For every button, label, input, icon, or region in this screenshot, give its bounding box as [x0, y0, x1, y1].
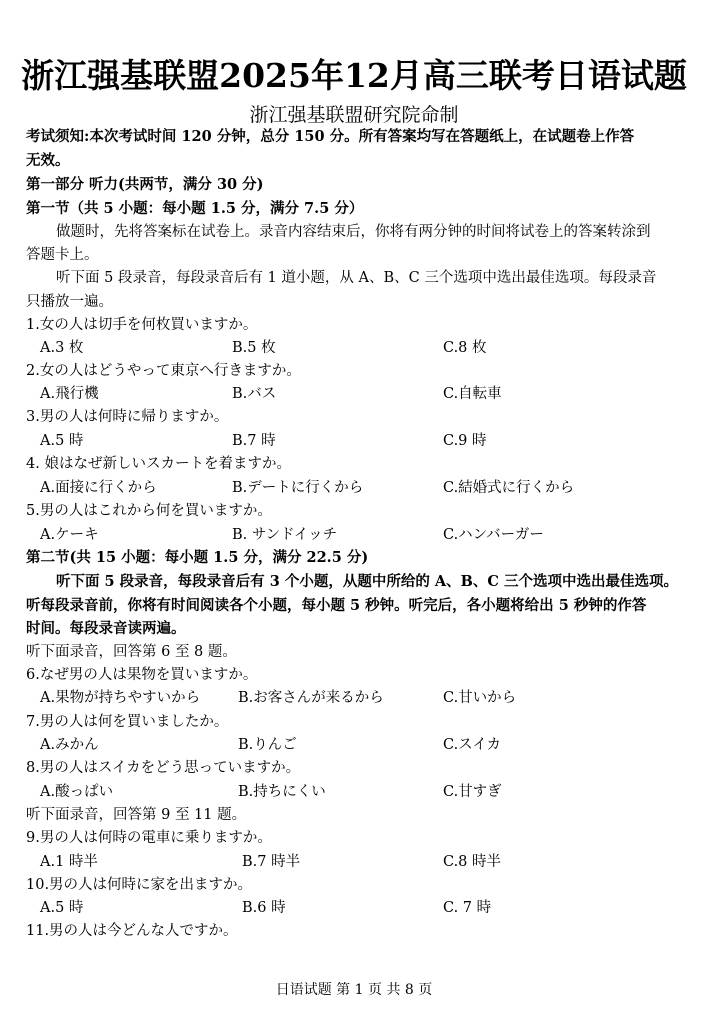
- section1-instruction-2a: 听下面 5 段录音，每段录音后有 1 道小题，从 A、B、C 三个选项中选出最佳选项。每段录音: [56, 270, 657, 286]
- question-4-option-c: C.結婚式に行くから: [443, 480, 575, 496]
- question-11: 11.男の人は今どんな人ですか。: [26, 923, 238, 939]
- question-4-option-b: B.デートに行くから: [232, 480, 364, 496]
- question-3-option-b: B.7 時: [232, 433, 276, 449]
- question-6-option-b: B.お客さんが来るから: [238, 690, 384, 706]
- question-3-option-c: C.9 時: [443, 433, 487, 449]
- question-3-option-a: A.5 時: [40, 433, 84, 449]
- question-7-option-b: B.りんご: [238, 737, 297, 753]
- notice-line-1: 考试须知:本次考试时间 120 分钟，总分 150 分。所有答案均写在答题纸上，在试题卷上作答: [26, 128, 635, 145]
- question-6: 6.なぜ男の人は果物を買いますか。: [26, 667, 258, 683]
- question-2-option-b: B.バス: [232, 386, 277, 402]
- question-10-option-b: B.6 時: [242, 900, 286, 916]
- question-2-option-c: C.自転車: [443, 386, 502, 402]
- group-2-instruction: 听下面录音，回答第 9 至 11 题。: [26, 807, 247, 823]
- question-10: 10.男の人は何時に家を出ますか。: [26, 877, 253, 893]
- section1-instruction-2b: 只播放一遍。: [26, 294, 113, 310]
- question-7: 7.男の人は何を買いましたか。: [26, 714, 229, 730]
- section2-heading: 第二节(共 15 小题：每小题 1.5 分，满分 22.5 分): [26, 549, 369, 566]
- question-1-option-a: A.3 枚: [40, 340, 84, 356]
- question-5: 5.男の人はこれから何を買いますか。: [26, 503, 272, 519]
- question-9-option-a: A.1 時半: [40, 854, 98, 870]
- question-8-option-b: B.持ちにくい: [238, 784, 326, 800]
- question-6-option-a: A.果物が持ちやすいから: [40, 690, 201, 706]
- question-2: 2.女の人はどうやって東京へ行きますか。: [26, 363, 301, 379]
- question-10-option-c: C. 7 時: [443, 900, 492, 916]
- notice-line-2: 无效。: [26, 152, 70, 169]
- question-9: 9.男の人は何時の電車に乗りますか。: [26, 830, 272, 846]
- question-5-option-b: B. サンドイッチ: [232, 527, 338, 543]
- question-2-option-a: A.飛行機: [40, 386, 99, 402]
- exam-title: 浙江强基联盟2025年12月高三联考日语试题: [21, 56, 687, 95]
- question-8: 8.男の人はスイカをどう思っていますか。: [26, 760, 301, 776]
- question-1-option-b: B.5 枚: [232, 340, 276, 356]
- section2-instruction-1: 听下面 5 段录音，每段录音后有 3 个小题，从题中所给的 A、B、C 三个选项中选出最佳选项。: [56, 573, 679, 590]
- question-4: 4. 娘はなぜ新しいスカートを着ますか。: [26, 456, 291, 472]
- group-1-instruction: 听下面录音，回答第 6 至 8 题。: [26, 644, 237, 660]
- exam-subtitle: 浙江强基联盟研究院命制: [249, 104, 459, 126]
- section1-heading: 第一节（共 5 小题：每小题 1.5 分，满分 7.5 分）: [26, 200, 364, 217]
- question-1: 1.女の人は切手を何枚買いますか。: [26, 317, 258, 333]
- question-9-option-c: C.8 時半: [443, 854, 502, 870]
- question-3: 3.男の人は何時に帰りますか。: [26, 409, 229, 425]
- question-7-option-a: A.みかん: [40, 737, 99, 753]
- page-footer: 日语试题 第 1 页 共 8 页: [275, 982, 433, 998]
- question-9-option-b: B.7 時半: [242, 854, 301, 870]
- question-8-option-c: C.甘すぎ: [443, 784, 502, 800]
- question-10-option-a: A.5 時: [40, 900, 84, 916]
- section2-instruction-3: 时间。每段录音读两遍。: [26, 620, 186, 637]
- part1-heading: 第一部分 听力(共两节，满分 30 分): [26, 176, 264, 193]
- question-7-option-c: C.スイカ: [443, 737, 501, 753]
- question-4-option-a: A.面接に行くから: [40, 480, 157, 496]
- section1-instruction-1b: 答题卡上。: [26, 247, 99, 263]
- section1-instruction-1a: 做题时，先将答案标在试卷上。录音内容结束后，你将有两分钟的时间将试卷上的答案转涂到: [56, 224, 651, 240]
- question-6-option-c: C.甘いから: [443, 690, 517, 706]
- question-8-option-a: A.酸っぱい: [40, 784, 114, 800]
- question-5-option-a: A.ケーキ: [40, 527, 99, 543]
- question-5-option-c: C.ハンバーガー: [443, 527, 544, 543]
- question-1-option-c: C.8 枚: [443, 340, 487, 356]
- section2-instruction-2: 听每段录音前，你将有时间阅读各个小题，每小题 5 秒钟。听完后，各小题将给出 5 秒钟的作答: [26, 597, 647, 614]
